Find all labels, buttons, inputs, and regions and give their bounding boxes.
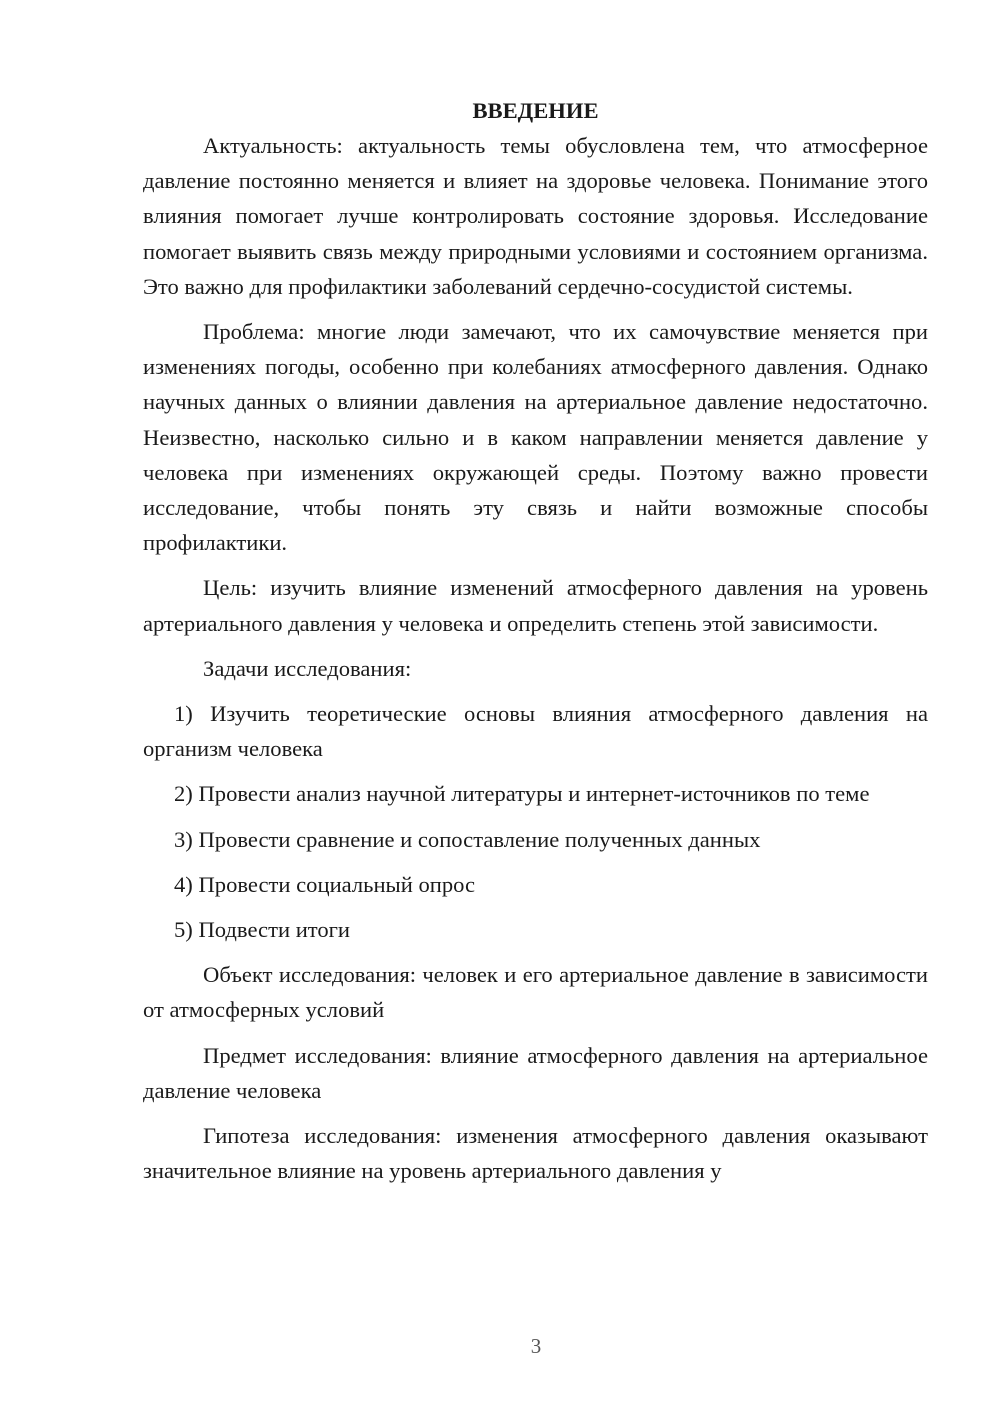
subject-paragraph: Предмет исследования: влияние атмосферного давления на артериальное давление человека xyxy=(143,1042,928,1103)
object-paragraph: Объект исследования: человек и его артериальное давление в зависимости от атмосферных условий xyxy=(143,962,928,1023)
page-number: 3 xyxy=(530,1334,542,1358)
hypothesis-paragraph: Гипотеза исследования: изменения атмосферного давления оказывают значительное влияние на уровень артериального давления у xyxy=(143,1123,928,1184)
task-item-1: 1) Изучить теоретические основы влияния атмосферного давления на организм человека xyxy=(143,701,928,762)
problem-paragraph: Проблема: многие люди замечают, что их самочувствие меняется при изменениях погоды, особенно при колебаниях атмосферного давления. Однако научных данных о влиянии давления на артериальное давление недостаточно. Неизвестно, насколько сильно и в каком направлении меняется давление у человека при изменениях окружающей среды. Поэтому важно провести исследование, чтобы понять эту связь и найти возможные способы профилактики. xyxy=(143,319,928,556)
document-body xyxy=(143,93,928,1198)
tasks-title: Задачи исследования: xyxy=(203,655,412,681)
task-item-5: 5) Подвести итоги xyxy=(174,917,351,943)
section-heading: ВВЕДЕНИЕ xyxy=(472,98,599,123)
task-item-3: 3) Провести сравнение и сопоставление полученных данных xyxy=(174,826,761,852)
goal-paragraph: Цель: изучить влияние изменений атмосферного давления на уровень артериального давления у человека и определить степень этой зависимости. xyxy=(143,575,928,636)
task-item-4: 4) Провести социальный опрос xyxy=(174,871,476,897)
task-item-2: 2) Провести анализ научной литературы и интернет-источников по теме xyxy=(174,781,870,807)
relevance-paragraph: Актуальность: актуальность темы обусловлена тем, что атмосферное давление постоянно меняется и влияет на здоровье человека. Понимание этого влияния помогает лучше контролировать состояние здоровья. Исследование помогает выявить связь между природными условиями и состоянием организма. Это важно для профилактики заболеваний сердечно-сосудистой системы. xyxy=(143,133,928,299)
